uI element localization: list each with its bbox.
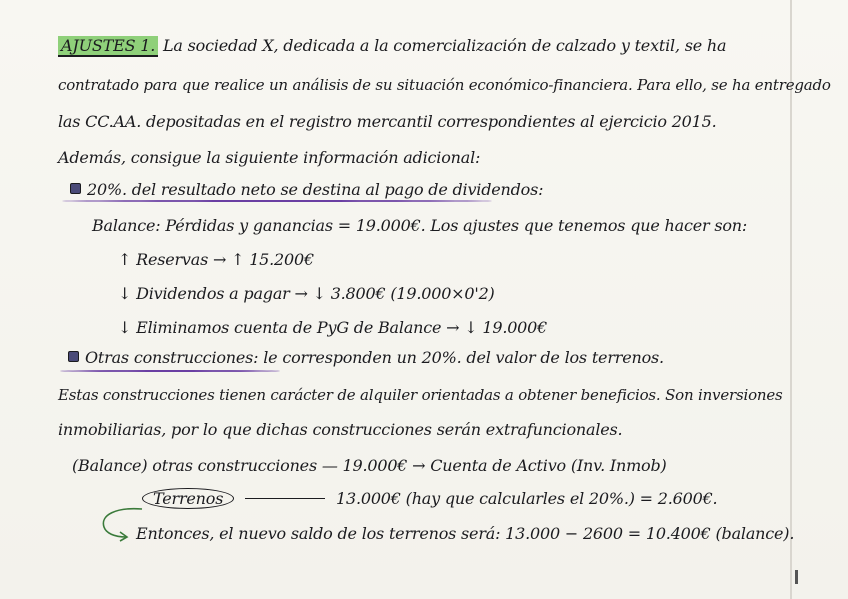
terrenos-value: 13.000€ (hay que calcularles el 20%.) = 2.600€. [336, 489, 718, 508]
line-terrenos [142, 488, 717, 509]
line-2: contratado para que realice un análisis de su situación económico-financiera. Para ello, se ha entregado [58, 76, 831, 94]
connector-line [245, 498, 325, 499]
page-edge-mark [795, 570, 798, 584]
square-bullet-icon [70, 183, 81, 194]
line-3: las CC.AA. depositadas en el registro mercantil correspondientes al ejercicio 2015. [58, 112, 717, 131]
bullet-construcciones [68, 348, 664, 367]
terrenos-oval: Terrenos [142, 488, 234, 509]
line-1-text: La sociedad X, dedicada a la comercialización de calzado y textil, se ha [162, 36, 727, 55]
purple-underline-1 [62, 200, 492, 202]
line-1 [58, 36, 726, 55]
line-12: inmobiliarias, por lo que dichas construcciones serán extrafuncionales. [58, 420, 623, 439]
line-13: (Balance) otras construcciones — 19.000€ → Cuenta de Activo (Inv. Inmob) [72, 456, 667, 475]
line-4: Además, consigue la siguiente información adicional: [58, 148, 481, 167]
purple-underline-2 [60, 370, 280, 372]
line-dividendos: ↓ Dividendos a pagar → ↓ 3.800€ (19.000×0'2) [118, 284, 495, 303]
bullet-construcciones-text: Otras construcciones: le corresponden un 20%. del valor de los terrenos. [85, 348, 664, 367]
line-eliminamos: ↓ Eliminamos cuenta de PyG de Balance → ↓ 19.000€ [118, 318, 548, 337]
line-balance: Balance: Pérdidas y ganancias = 19.000€. Los ajustes que tenemos que hacer son: [92, 216, 748, 235]
line-11: Estas construcciones tienen carácter de alquiler orientadas a obtener beneficios. Son inversiones [58, 386, 783, 404]
square-bullet-icon [68, 351, 79, 362]
bullet-dividends-text: 20%. del resultado neto se destina al pago de dividendos: [87, 180, 544, 199]
section-title-highlight: AJUSTES 1. [58, 36, 158, 57]
line-reservas: ↑ Reservas → ↑ 15.200€ [118, 250, 314, 269]
bullet-dividends [70, 180, 543, 199]
line-15: Entonces, el nuevo saldo de los terrenos será: 13.000 − 2600 = 10.400€ (balance). [136, 524, 795, 543]
